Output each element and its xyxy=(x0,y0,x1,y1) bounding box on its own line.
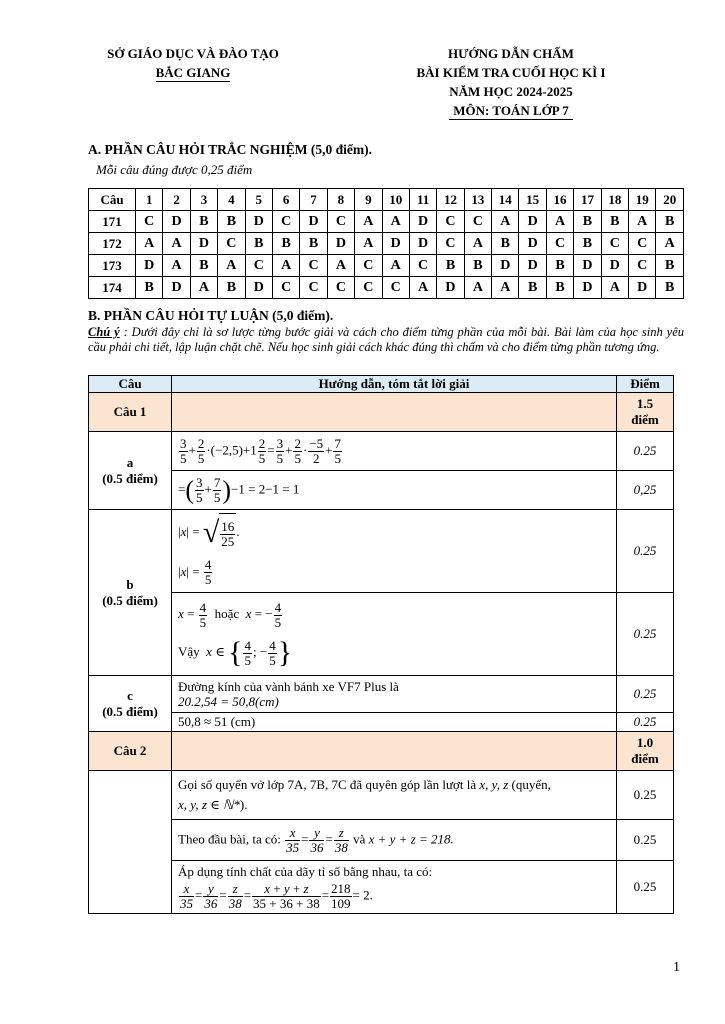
q1a-expression: $\frac{3}{5}$ + $\frac{2}{5}$ ·(−2,5)+1 $\frac{2}{5}$ = $\frac{3}{5}$ + $\frac{2}{5}$ · $\frac{-5}{2}$ + $\frac{7}{5}$ xyxy=(172,432,617,471)
mc-question-number: 20 xyxy=(656,189,684,211)
mc-answer: D xyxy=(382,233,409,255)
mc-exam-code: 173 xyxy=(89,255,136,277)
question-1-label: Câu 1 xyxy=(89,393,172,432)
header-doc-type: HƯỚNG DẪN CHẤM xyxy=(448,46,574,61)
mc-question-number: 9 xyxy=(355,189,382,211)
mc-answer: A xyxy=(601,277,628,299)
q1b-or-word: hoặc xyxy=(214,606,240,621)
mc-answer: A xyxy=(163,233,190,255)
q2-step-3 xyxy=(89,861,674,914)
q2-variables: Gọi số quyển vở lớp 7A, 7B, 7C đã quyên góp lần lượt là x, y, z (quyển, x, y, z ∈ ℕ*). xyxy=(172,771,617,820)
mc-answer: D xyxy=(629,277,656,299)
q1c-label-cell xyxy=(89,676,172,732)
q1a-points-1: 0.25 xyxy=(617,432,674,471)
essay-header-row xyxy=(89,376,674,393)
mc-answer: B xyxy=(300,233,327,255)
note-text: : Dưới đây chỉ là sơ lược từng bước giải và cách cho điểm từng phần của mỗi bài. Bài làm của học sinh yêu cầu phải chi tiết, lập luận chặt chẽ. Nếu học sinh giải cách khác đúng thì chấm và cho điểm từng phần tương ứng. xyxy=(88,325,684,354)
mc-answer: A xyxy=(355,233,382,255)
q1c-rounded: 50,8 ≈ 51 (cm) xyxy=(172,713,617,732)
mc-answer: A xyxy=(464,277,491,299)
q1a-result: =( $\frac{3}{5}$ + $\frac{7}{5}$ )−1 = 2−1 = 1 xyxy=(172,471,617,510)
mc-answer: D xyxy=(300,211,327,233)
mc-question-number: 10 xyxy=(382,189,409,211)
mc-answer: C xyxy=(437,233,464,255)
mc-answer: A xyxy=(382,255,409,277)
header-right xyxy=(388,44,634,120)
mc-answer: A xyxy=(190,277,217,299)
essay-grading-table xyxy=(88,375,674,914)
mc-answer: D xyxy=(327,233,354,255)
mc-answer-row xyxy=(89,277,684,299)
q2-step-2 xyxy=(89,820,674,861)
q1c-points-1: 0.25 xyxy=(617,676,674,713)
mc-answer: B xyxy=(656,255,684,277)
question-2-points: 1.0 điểm xyxy=(617,732,674,771)
q1c-diameter xyxy=(172,676,617,713)
mc-answer: C xyxy=(218,233,245,255)
q2-ratio-property: Áp dụng tính chất của dãy tỉ số bằng nhau, ta có: $\frac{x}{35}$ = $\frac{y}{36}$ = $\frac{z}{38}$ = $\frac{x + y + z}{35 + 36 + 38}$ = $\frac{218}{109}$ = 2. xyxy=(172,861,617,914)
mc-answer: A xyxy=(218,255,245,277)
mc-question-number: 12 xyxy=(437,189,464,211)
mc-answer: B xyxy=(656,277,684,299)
mc-answer: D xyxy=(245,211,272,233)
section-a-title: A. PHẦN CÂU HỎI TRẮC NGHIỆM (5,0 điểm). xyxy=(88,142,372,157)
q1a-step-2 xyxy=(89,471,674,510)
mc-answer-row xyxy=(89,233,684,255)
mc-question-number: 17 xyxy=(574,189,601,211)
section-a-note: Mỗi câu đúng được 0,25 điểm xyxy=(96,162,253,177)
mc-answer: C xyxy=(629,255,656,277)
mc-question-number: 7 xyxy=(300,189,327,211)
q1a-points-2: 0,25 xyxy=(617,471,674,510)
q2-step-1 xyxy=(89,771,674,820)
mc-answer: C xyxy=(272,277,299,299)
mc-question-number: 18 xyxy=(601,189,628,211)
header-left xyxy=(88,44,298,82)
mc-answer: C xyxy=(327,277,354,299)
mc-answer: C xyxy=(629,233,656,255)
mc-answer: D xyxy=(519,255,546,277)
mc-exam-code: 172 xyxy=(89,233,136,255)
q1b-points-2: 0.25 xyxy=(617,593,674,676)
mc-answer-row xyxy=(89,255,684,277)
question-2-row xyxy=(89,732,674,771)
section-b-note xyxy=(88,325,684,354)
mc-answer: B xyxy=(601,211,628,233)
mc-answer: B xyxy=(464,255,491,277)
mc-question-number: 16 xyxy=(546,189,573,211)
mc-answer: C xyxy=(300,255,327,277)
q1b-step-1 xyxy=(89,510,674,593)
mc-answer: D xyxy=(492,255,519,277)
mc-answer-row xyxy=(89,211,684,233)
mc-answer: A xyxy=(409,277,436,299)
mc-answer: B xyxy=(136,277,163,299)
q1c-sub-points: (0.5 điểm) xyxy=(102,703,158,719)
mc-answer: A xyxy=(163,255,190,277)
mc-question-number: 2 xyxy=(163,189,190,211)
header-subject: MÔN: TOÁN LỚP 7 xyxy=(449,102,572,120)
mc-answer: A xyxy=(492,211,519,233)
mc-exam-code: 171 xyxy=(89,211,136,233)
mc-question-number: 15 xyxy=(519,189,546,211)
mc-question-number: 3 xyxy=(190,189,217,211)
mc-answer: C xyxy=(464,211,491,233)
q2-points-3: 0.25 xyxy=(617,861,674,914)
mc-answer: C xyxy=(136,211,163,233)
mc-answer: D xyxy=(409,211,436,233)
mc-answer: A xyxy=(382,211,409,233)
mc-answer: D xyxy=(574,277,601,299)
mc-answer: B xyxy=(574,233,601,255)
mc-answer: A xyxy=(355,211,382,233)
mc-answer: A xyxy=(656,233,684,255)
mc-answer: D xyxy=(437,277,464,299)
question-1-row xyxy=(89,393,674,432)
header-school-year: NĂM HỌC 2024-2025 xyxy=(449,84,573,99)
mc-answer: C xyxy=(546,233,573,255)
mc-answer: D xyxy=(163,277,190,299)
q2-points-1: 0.25 xyxy=(617,771,674,820)
mc-answer: B xyxy=(218,277,245,299)
mc-answer: A xyxy=(327,255,354,277)
mc-question-number: 13 xyxy=(464,189,491,211)
mc-answer: B xyxy=(546,277,573,299)
mc-answer: D xyxy=(574,255,601,277)
mc-answer: A xyxy=(546,211,573,233)
mc-answer: C xyxy=(327,211,354,233)
mc-answer: B xyxy=(245,233,272,255)
mc-answer: C xyxy=(437,211,464,233)
mc-answer: B xyxy=(656,211,684,233)
q1a-label: a xyxy=(126,454,134,470)
mc-answer: D xyxy=(409,233,436,255)
mc-answer: B xyxy=(492,233,519,255)
mc-answer: A xyxy=(272,255,299,277)
question-2-label: Câu 2 xyxy=(89,732,172,771)
q1b-absolute-value: |x| = √ $\frac{16}{25}$ . |x| = $\frac{4}{5}$ xyxy=(172,510,617,593)
question-1-points: 1.5 điểm xyxy=(617,393,674,432)
mc-exam-code: 174 xyxy=(89,277,136,299)
mc-answer: A xyxy=(629,211,656,233)
mc-answer: B xyxy=(519,277,546,299)
q2-proportion: Theo đầu bài, ta có: $\frac{x}{35}$ = $\frac{y}{36}$ = $\frac{z}{38}$ và x + y + z = 218. xyxy=(172,820,617,861)
q1c-equation: 20.2,54 = 50,8(cm) xyxy=(178,694,279,709)
q1c-label: c xyxy=(127,687,133,703)
mc-answer: C xyxy=(300,277,327,299)
mc-header-row xyxy=(89,189,684,211)
mc-answer: D xyxy=(519,233,546,255)
mc-question-number: 5 xyxy=(245,189,272,211)
mc-question-number: 14 xyxy=(492,189,519,211)
mc-answer: C xyxy=(382,277,409,299)
mc-header-label: Câu xyxy=(89,189,136,211)
mc-answer: B xyxy=(272,233,299,255)
q1b-therefore-word: Vậy xyxy=(178,644,200,659)
mc-question-number: 19 xyxy=(629,189,656,211)
mc-answer: A xyxy=(136,233,163,255)
section-b-title: B. PHẦN CÂU HỎI TỰ LUẬN (5,0 điểm). xyxy=(88,308,334,323)
mc-answer: A xyxy=(464,233,491,255)
q1b-points-1: 0.25 xyxy=(617,510,674,593)
mc-question-number: 8 xyxy=(327,189,354,211)
mc-answer: B xyxy=(190,211,217,233)
mc-answer: C xyxy=(355,255,382,277)
mc-answer: B xyxy=(546,255,573,277)
q1c-step-1 xyxy=(89,676,674,713)
q1b-sub-points: (0.5 điểm) xyxy=(102,592,158,608)
mc-answer: B xyxy=(437,255,464,277)
mc-answer: C xyxy=(272,211,299,233)
q2-points-2: 0.25 xyxy=(617,820,674,861)
mc-answer: B xyxy=(218,211,245,233)
mc-answer: D xyxy=(136,255,163,277)
mc-answer: B xyxy=(190,255,217,277)
multiple-choice-answer-table xyxy=(88,188,684,299)
mc-answer: A xyxy=(492,277,519,299)
mc-answer: D xyxy=(190,233,217,255)
page-number: 1 xyxy=(673,960,680,975)
note-label: Chú ý xyxy=(88,325,120,339)
mc-answer: C xyxy=(245,255,272,277)
col-points-header: Điểm xyxy=(617,376,674,393)
header-province: BẮC GIANG xyxy=(155,65,231,80)
q1c-text: Đường kính của vành bánh xe VF7 Plus là xyxy=(178,679,399,694)
mc-answer: C xyxy=(409,255,436,277)
mc-question-number: 4 xyxy=(218,189,245,211)
q1b-solutions: x = $\frac{4}{5}$ hoặc x = − $\frac{4}{5}$ Vậy x ∈ { $\frac{4}{5}$ ; − $\frac{4}{5}$ } xyxy=(172,593,617,676)
mc-answer: D xyxy=(163,211,190,233)
q1a-step-1 xyxy=(89,432,674,471)
mc-answer: B xyxy=(574,211,601,233)
mc-answer: C xyxy=(601,233,628,255)
mc-question-number: 1 xyxy=(136,189,163,211)
col-solution-header: Hướng dẫn, tóm tắt lời giải xyxy=(172,376,617,393)
q1c-points-2: 0.25 xyxy=(617,713,674,732)
mc-answer: D xyxy=(601,255,628,277)
q1a-sub-points: (0.5 điểm) xyxy=(102,470,158,486)
q1a-label-cell xyxy=(89,432,172,510)
mc-answer: C xyxy=(355,277,382,299)
col-question-header: Câu xyxy=(89,376,172,393)
q1b-step-2 xyxy=(89,593,674,676)
mc-question-number: 11 xyxy=(409,189,436,211)
mc-answer: D xyxy=(519,211,546,233)
mc-answer: D xyxy=(245,277,272,299)
q1b-label: b xyxy=(126,576,134,592)
header-department: SỞ GIÁO DỤC VÀ ĐÀO TẠO xyxy=(107,46,279,61)
q1c-step-2 xyxy=(89,713,674,732)
header-exam-name: BÀI KIỂM TRA CUỐI HỌC KÌ I xyxy=(416,65,606,80)
mc-question-number: 6 xyxy=(272,189,299,211)
q1b-label-cell xyxy=(89,510,172,676)
